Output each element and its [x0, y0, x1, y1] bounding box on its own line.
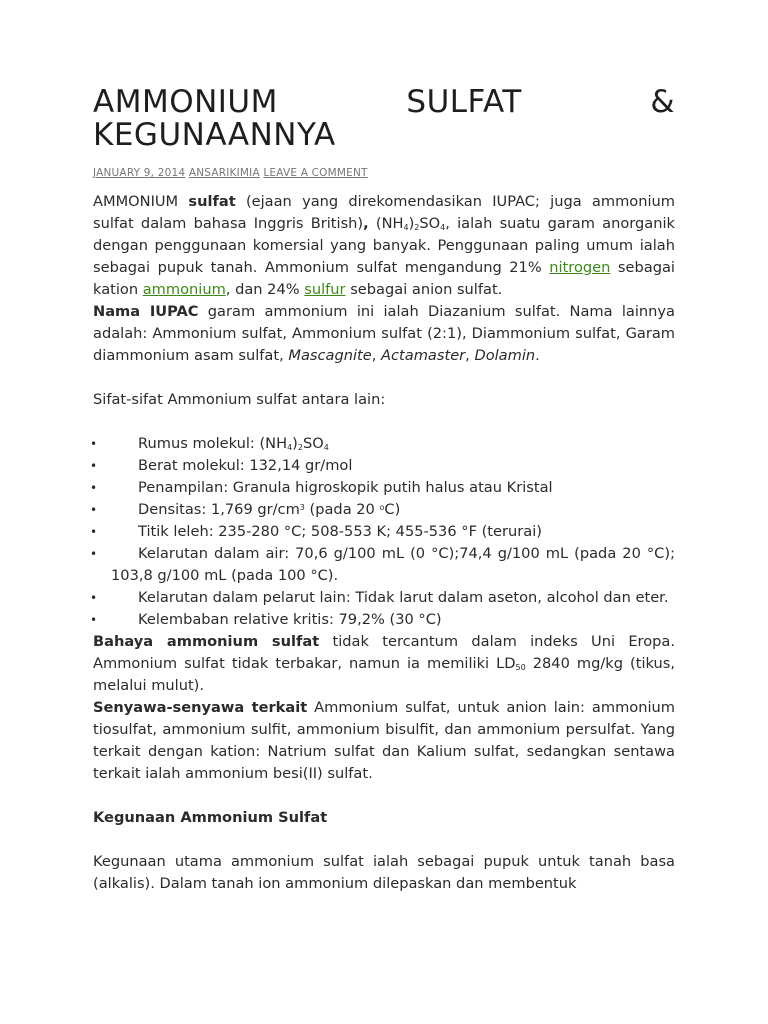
text-span: garam ammonium ini ialah Diazanium sulfat. Nama lainnya adalah: Ammonium sulfat, Ammonium sulfat (2:1), Diammonium sulfat, Garam diammonium asam sulfat, — [93, 303, 675, 364]
title-word-sulfat: SULFAT — [406, 84, 522, 120]
text-span: . — [535, 347, 540, 364]
nitrogen-link[interactable]: nitrogen — [549, 259, 611, 276]
bullet: • — [90, 503, 98, 517]
properties-intro: Sifat-sifat Ammonium sulfat antara lain: — [93, 391, 386, 408]
italic-name: Actamaster — [381, 347, 466, 364]
bullet: • — [90, 437, 98, 451]
post-date-link[interactable]: JANUARY 9, 2014 — [93, 167, 186, 179]
bullet: • — [90, 591, 98, 605]
post-meta — [93, 167, 368, 179]
uses-paragraph: Kegunaan utama ammonium sulfat ialah sebagai pupuk untuk tanah basa (alkalis). Dalam tanah ion ammonium dilepaskan dan membentuk — [93, 853, 675, 892]
title-line-2: KEGUNAANNYA — [93, 117, 336, 153]
subscript: 4 — [440, 223, 446, 232]
subscript: 2 — [297, 443, 303, 452]
bold-sulfat: sulfat — [188, 193, 236, 210]
subscript: 4 — [287, 443, 293, 452]
text-span: Titik leleh: 235-280 °C; 508-553 K; 455-536 °F (terurai) — [138, 523, 542, 540]
text-span: SO — [302, 435, 324, 452]
text-span: , — [465, 347, 475, 364]
bullet: • — [90, 613, 98, 627]
text-span: ) — [408, 215, 415, 232]
list-item — [90, 455, 675, 477]
iupac-paragraph — [93, 301, 675, 367]
superscript: 3 — [299, 503, 305, 512]
text-span: Ammonium sulfat, untuk anion lain: ammonium tiosulfat, ammonium sulfit, ammonium bisulfit, dan ammonium persulfat. Yang terkait dengan kation: Natrium sulfat dan Kalium sulfat, sedangkan sentawa terkait ialah ammonium besi(II) sulfat. — [93, 699, 675, 782]
list-item — [90, 521, 675, 543]
text-span: sebagai kation — [93, 259, 675, 298]
article-body — [90, 191, 676, 895]
text-span: Penampilan: Granula higroskopik putih halus atau Kristal — [138, 479, 553, 496]
bullet: • — [90, 547, 98, 561]
subscript: 4 — [403, 223, 409, 232]
text-span: , dan 24% — [225, 281, 305, 298]
spacer — [93, 829, 675, 851]
text-span: , ialah suatu garam anorganik dengan penggunaan komersial yang banyak. Penggunaan paling umum ialah sebagai pupuk tanah. Ammonium sulfat mengandung 21% — [93, 215, 675, 276]
text-span: Kelembaban relative kritis: 79,2% (30 °C) — [138, 611, 442, 628]
list-item — [90, 543, 675, 587]
hazard-paragraph — [93, 631, 675, 697]
title-word-ammonium: AMMONIUM — [93, 84, 278, 120]
text-span: Kelarutan dalam pelarut lain: Tidak larut dalam aseton, alcohol dan eter. — [138, 589, 669, 606]
related-compounds-paragraph — [93, 697, 675, 785]
text-span: (pada 20 — [304, 501, 380, 518]
italic-name: Dolamin — [474, 347, 536, 364]
sulfur-link[interactable]: sulfur — [304, 281, 346, 298]
spacer — [93, 411, 675, 433]
text-span: SO — [419, 215, 441, 232]
text-span: Rumus molekul: (NH — [138, 435, 288, 452]
title-line-1 — [93, 86, 675, 119]
list-item — [90, 477, 675, 499]
subscript: 50 — [515, 663, 526, 672]
text-span: AMMONIUM — [93, 193, 189, 210]
spacer — [93, 367, 675, 389]
bullet: • — [90, 525, 98, 539]
text-span: (NH — [368, 215, 404, 232]
text-span: 2840 mg/kg (tikus, melalui mulut). — [93, 655, 675, 694]
list-item — [90, 433, 675, 455]
subscript: 4 — [323, 443, 329, 452]
leave-comment-link[interactable]: LEAVE A COMMENT — [263, 167, 368, 179]
list-item — [90, 587, 675, 609]
text-span: ) — [292, 435, 298, 452]
post-author-link[interactable]: ANSARIKIMIA — [188, 167, 260, 179]
bullet: • — [90, 481, 98, 495]
text-span: Densitas: 1,769 gr/cm — [138, 501, 300, 518]
list-item — [90, 609, 675, 631]
intro-paragraph — [93, 191, 675, 301]
title-word-ampersand: & — [650, 84, 675, 120]
text-span: C) — [384, 501, 401, 518]
text-span: , — [371, 347, 382, 364]
bold-nama-iupac: Nama IUPAC — [93, 303, 199, 320]
superscript: o — [379, 503, 385, 512]
bold-bahaya: Bahaya ammonium sulfat — [93, 633, 320, 650]
bold-comma: , — [363, 215, 369, 232]
section-heading-kegunaan: Kegunaan Ammonium Sulfat — [93, 809, 328, 826]
subscript: 2 — [414, 223, 420, 232]
bold-senyawa-terkait: Senyawa-senyawa terkait — [93, 699, 308, 716]
spacer — [93, 785, 675, 807]
article-title — [93, 86, 675, 152]
text-span: tidak tercantum dalam indeks Uni Eropa. Ammonium sulfat tidak terbakar, namun ia memiliki LD — [93, 633, 676, 672]
text-span: Kelarutan dalam air: 70,6 g/100 mL (0 °C);74,4 g/100 mL (pada 20 °C); 103,8 g/100 mL (pada 100 °C). — [111, 545, 675, 584]
text-span: (ejaan yang direkomendasikan IUPAC; juga ammonium sulfat dalam bahasa Inggris British) — [93, 193, 675, 232]
list-item — [90, 499, 675, 521]
italic-name: Mascagnite — [288, 347, 372, 364]
properties-list — [90, 433, 675, 631]
ammonium-link[interactable]: ammonium — [142, 281, 226, 298]
text-span: Berat molekul: 132,14 gr/mol — [138, 457, 353, 474]
text-span: sebagai anion sulfat. — [345, 281, 503, 298]
bullet: • — [90, 459, 98, 473]
